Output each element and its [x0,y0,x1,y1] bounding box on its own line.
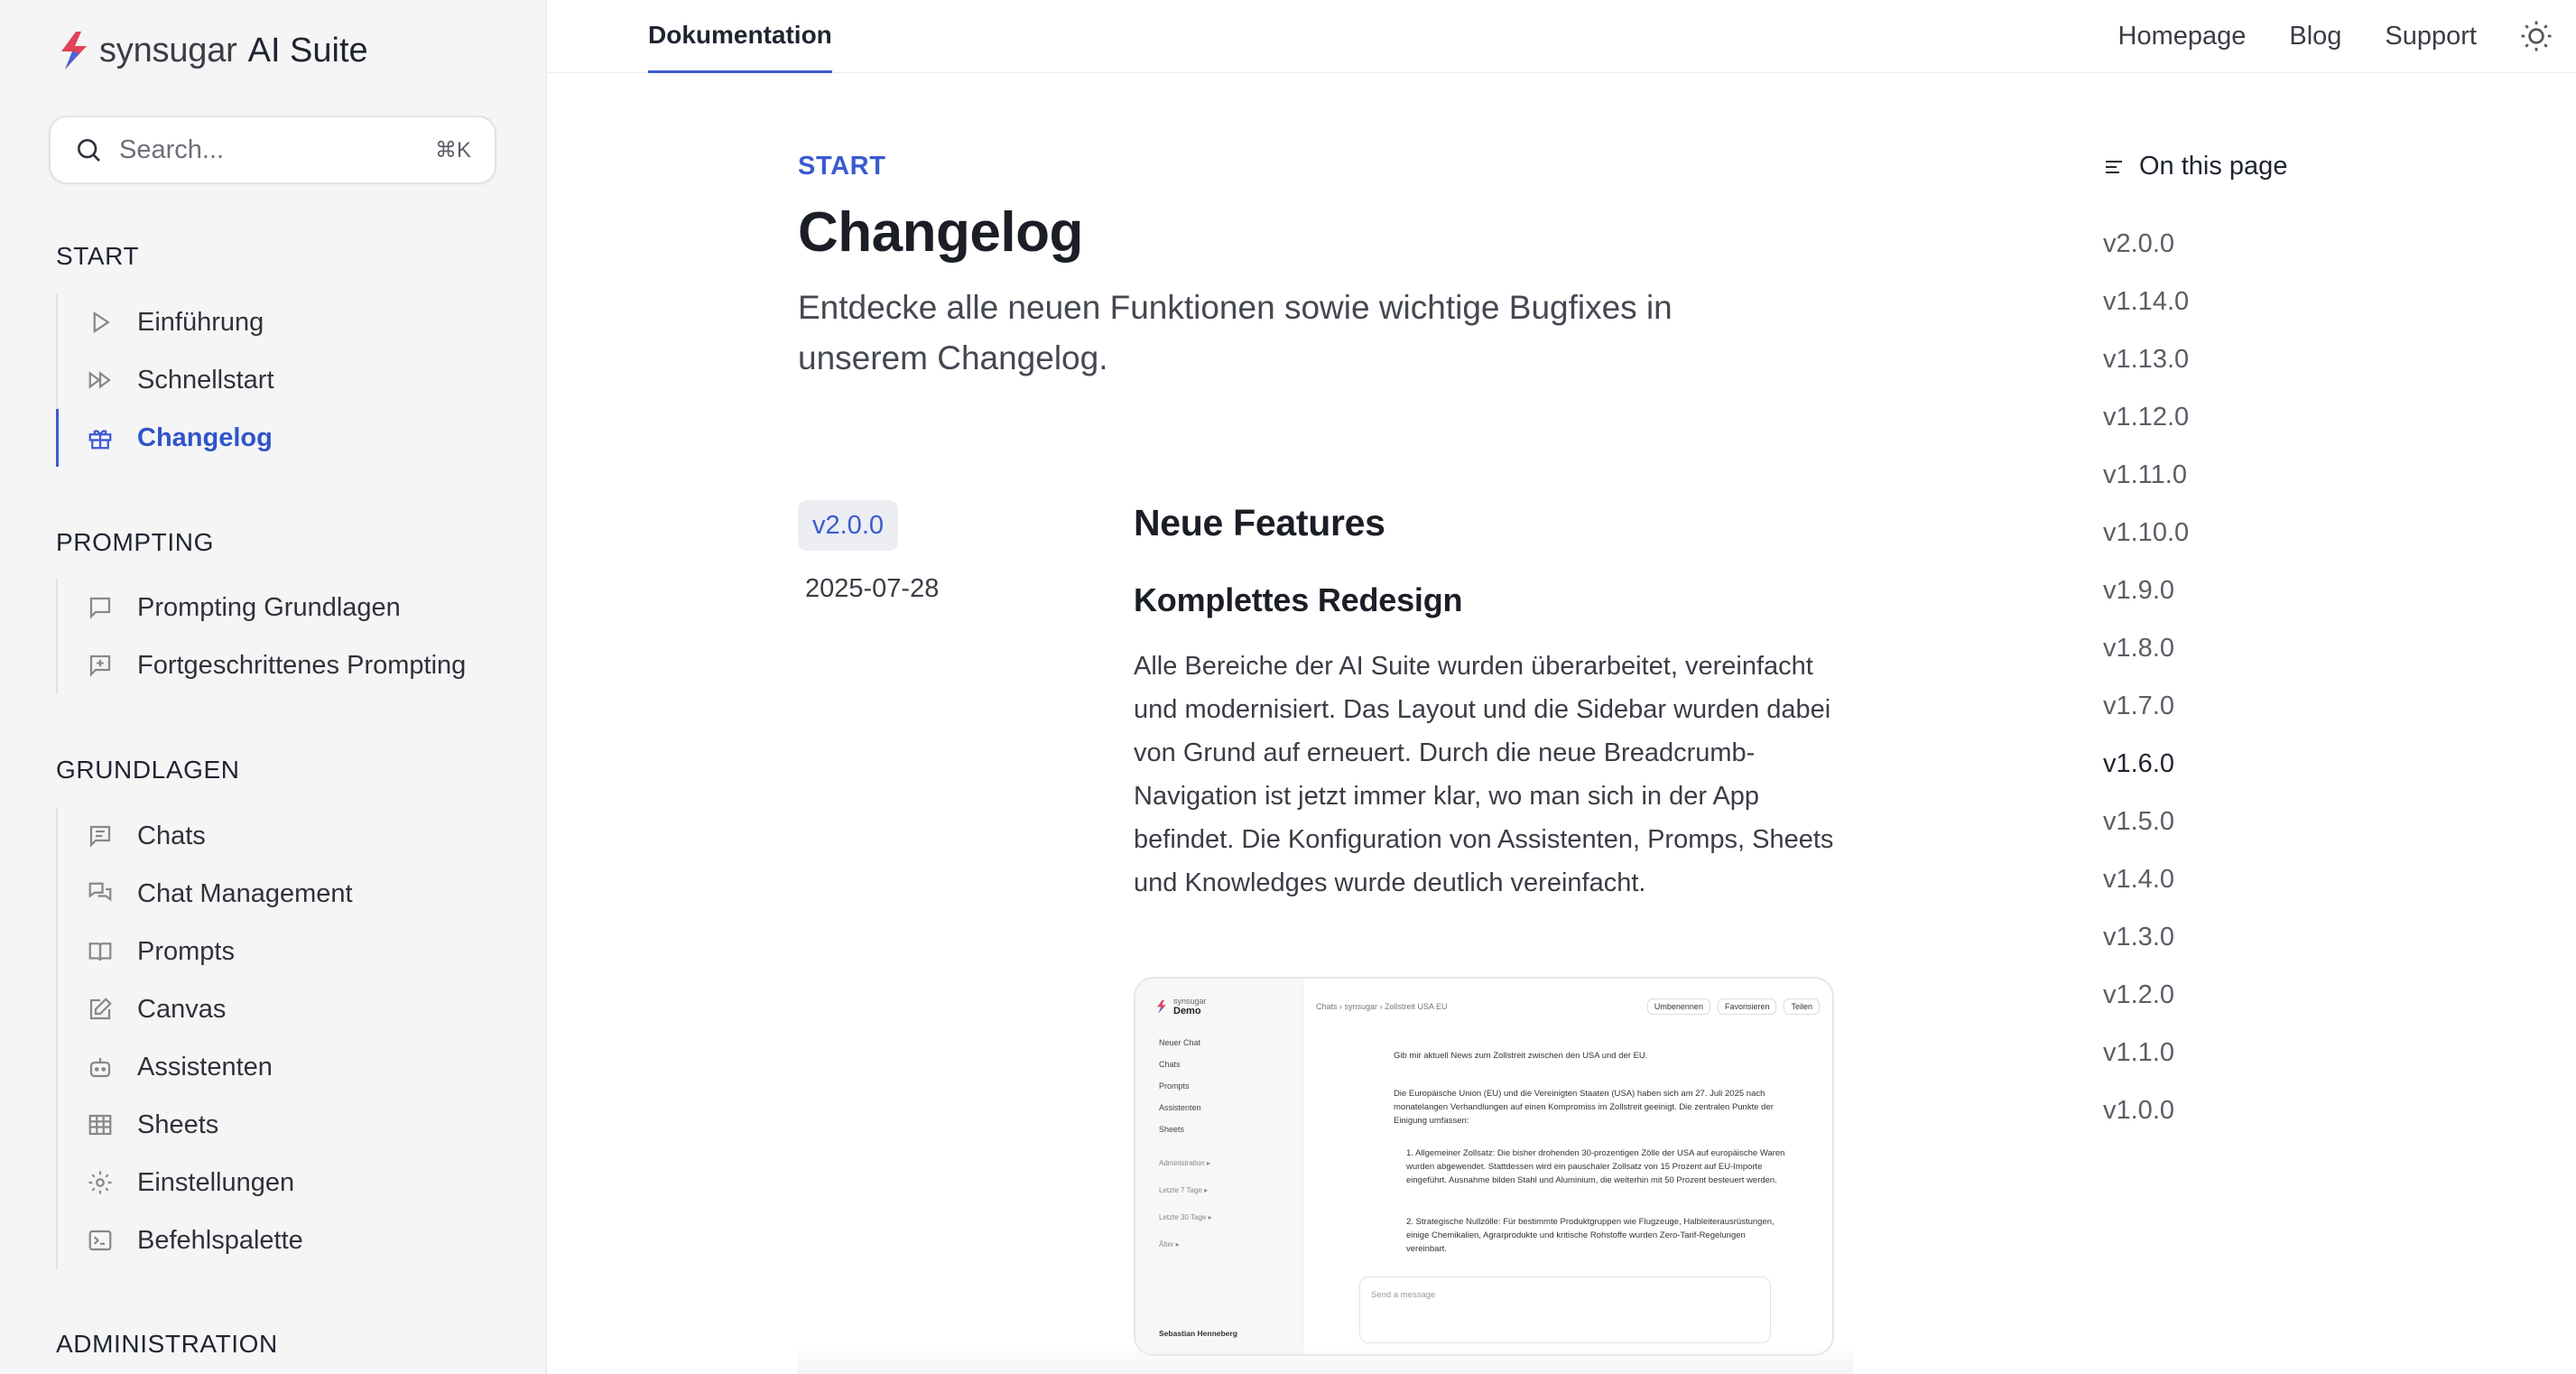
gift-icon [87,424,114,451]
top-links [2118,0,2478,73]
sidebar-item-sheets[interactable] [58,1096,507,1154]
nav-group-grundlagen [56,807,507,1269]
fast-forward-icon [87,367,114,394]
sidebar-item-label: Einstellungen [137,1167,295,1197]
search-shortcut: ⌘K [434,137,471,162]
sidebar-item-label: Einführung [137,307,264,337]
sidebar-item-einstellungen[interactable] [58,1154,507,1212]
shot-point-1: 1. Allgemeiner Zollsatz: Die bisher drohenden 30-prozentigen Zölle der USA auf europäische Waren wurden abgewendet. Stattdessen wird ein pauschaler Zollsatz von 15 Prozent auf EU-Importe eingeführt. Ausnahme bilden Stahl und Aluminium, die weiterhin mit 50 Prozent besteuert werden. [1406,1148,1785,1185]
bot-icon [87,1054,114,1081]
shot-share-button: Teilen [1784,998,1820,1015]
message-square-icon [87,594,114,621]
sidebar-item-label: Chats [137,821,206,850]
toc-item[interactable]: v2.0.0 [2103,228,2174,258]
message-plus-icon [87,652,114,679]
shot-muted-item: Älter ▸ [1159,1240,1180,1249]
version-badge: v2.0.0 [798,500,898,551]
shot-nav-item: Chats [1159,1060,1181,1069]
brand-suite: AI Suite [247,31,368,70]
shot-app-name: synsugar [1173,997,1207,1006]
shot-input-placeholder: Send a message [1371,1290,1436,1300]
shot-sidebar [1135,979,1303,1354]
brand-word: synsugar [99,31,237,70]
section-start-title: START [56,242,140,270]
sidebar-item-canvas[interactable] [58,980,507,1038]
sidebar-item-label: Changelog [137,422,273,452]
sidebar-item-label: Chat Management [137,878,353,908]
sidebar-item-chats[interactable] [58,807,507,865]
content-fade [798,1345,1854,1374]
sidebar-item-label: Prompts [137,936,235,966]
toc-item[interactable]: v1.12.0 [2103,402,2190,432]
sun-icon[interactable] [2516,16,2556,56]
sidebar-item-label: Befehlspalette [137,1225,303,1255]
section-grundlagen-title: GRUNDLAGEN [56,756,240,784]
synsugar-logo-icon [1155,999,1168,1014]
section-prompting-title: PROMPTING [56,528,214,556]
shot-nav-item: Prompts [1159,1082,1190,1091]
table-icon [87,1111,114,1138]
shot-muted-item: Administration ▸ [1159,1159,1210,1167]
sidebar-item-chat-management[interactable] [58,865,507,923]
link-blog[interactable]: Blog [2289,22,2342,51]
shot-logo [1155,997,1207,1017]
page-kicker: START [798,152,886,181]
terminal-icon [87,1227,114,1254]
shot-user: Sebastian Henneberg [1159,1329,1237,1338]
top-header [548,0,2576,73]
section-administration-title: ADMINISTRATION [56,1330,278,1358]
toc-item[interactable]: v1.0.0 [2103,1095,2174,1125]
toc-item[interactable]: v1.13.0 [2103,344,2190,374]
sidebar-item-label: Schnellstart [137,365,274,395]
toc-list [2103,215,2374,1139]
sidebar-item-label: Assistenten [137,1052,273,1082]
sidebar-item-assistenten[interactable] [58,1038,507,1096]
sidebar-item-einfuehrung[interactable] [58,293,507,351]
tab-dokumentation[interactable]: Dokumentation [648,0,832,73]
sidebar-item-prompting-grundlagen[interactable] [58,579,507,636]
edit-icon [87,996,114,1023]
shot-ai-message: Die Europäische Union (EU) und die Vereinigten Staaten (USA) haben sich am 27. Juli 2025 nach monatelangen Verhandlungen auf einen Kompromiss im Zollstreit geeinigt. Die zentralen Punkte der Einigung umfassen: [1394,1089,1774,1126]
toc-heading-label: On this page [2139,152,2288,181]
sidebar-item-fortgeschrittenes-prompting[interactable] [58,636,507,694]
toc-item[interactable]: v1.10.0 [2103,517,2190,547]
sidebar [0,0,547,1374]
toc-item[interactable]: v1.3.0 [2103,922,2174,952]
shot-muted-item: Letzte 30 Tage ▸ [1159,1213,1212,1221]
toc-item[interactable]: v1.2.0 [2103,979,2174,1009]
subsection-heading: Komplettes Redesign [1134,581,1463,618]
sidebar-item-label: Prompting Grundlagen [137,592,401,622]
synsugar-logo-icon [56,30,92,71]
toc-item[interactable]: v1.4.0 [2103,864,2174,894]
sidebar-item-label: Fortgeschrittenes Prompting [137,650,467,680]
toc-item[interactable]: v1.6.0 [2103,748,2174,778]
brand-logo[interactable] [56,27,368,74]
play-icon [87,309,114,336]
toc-item[interactable]: v1.7.0 [2103,691,2174,720]
shot-point-2: 2. Strategische Nullzölle: Für bestimmte Produktgruppen wie Flugzeuge, Halbleiterausrüstungen, einige Chemikalien, Agrarprodukte und kritische Rohstoffe wurden Zero-Tarif-Regelungen vereinbart. [1406,1217,1774,1254]
toc-item[interactable]: v1.8.0 [2103,633,2174,663]
search-box[interactable] [49,116,496,184]
toc-item[interactable]: v1.1.0 [2103,1037,2174,1067]
link-homepage[interactable]: Homepage [2117,22,2247,51]
shot-app-sub: Demo [1173,1006,1201,1017]
page-subtitle: Entdecke alle neuen Funktionen sowie wichtige Bugfixes in unserem Changelog. [798,289,1673,376]
messages-icon [87,880,114,907]
page-title: Changelog [798,201,1083,264]
version-date: 2025-07-28 [805,574,940,603]
toc-item[interactable]: v1.9.0 [2103,575,2174,605]
shot-nav-item: Sheets [1159,1125,1185,1134]
search-icon [74,135,103,164]
list-icon [2103,156,2125,178]
nav-group-prompting [56,579,507,694]
shot-nav-item: Neuer Chat [1159,1038,1201,1047]
entry-body: Alle Bereiche der AI Suite wurden überarbeitet, vereinfacht und modernisiert. Das Layout und die Sidebar wurden dabei von Grund auf erneuert. Durch die neue Breadcrumb-Navigation ist jetzt immer klar, wo man sich in der App befindet. Die Konfiguration von Assistenten, Promps, Sheets und Knowledges wurde deutlich vereinfacht. [1134,652,1834,897]
shot-user-message: Gib mir aktuell News zum Zollstreit zwischen den USA und der EU. [1394,1051,1648,1061]
redesign-screenshot[interactable] [1134,977,1834,1356]
message-text-icon [87,822,114,849]
toc-item[interactable]: v1.14.0 [2103,286,2190,316]
nav-group-start [56,293,507,467]
shot-rename-button: Umbenennen [1647,998,1710,1015]
gear-icon [87,1169,114,1196]
shot-muted-item: Letzte 7 Tage ▸ [1159,1186,1209,1194]
sidebar-item-befehlspalette[interactable] [58,1212,507,1269]
sidebar-item-prompts[interactable] [58,923,507,980]
sidebar-item-label: Canvas [137,994,227,1024]
sidebar-item-changelog[interactable] [58,409,507,467]
shot-favorite-button: Favorisieren [1718,998,1777,1015]
shot-topbar [1316,997,1820,1017]
search-placeholder: Search... [119,135,225,164]
toc-item[interactable]: v1.5.0 [2103,806,2174,836]
link-support[interactable]: Support [2385,22,2477,51]
book-open-icon [87,938,114,965]
section-heading: Neue Features [1134,502,1385,543]
shot-breadcrumb: Chats › synsugar › Zollstreit USA EU [1316,1002,1448,1011]
sidebar-item-label: Sheets [137,1109,219,1139]
shot-nav-item: Assistenten [1159,1103,1201,1112]
sidebar-item-schnellstart[interactable] [58,351,507,409]
shot-input [1359,1277,1771,1343]
toc-heading [2103,152,2287,181]
toc-item[interactable]: v1.11.0 [2103,460,2187,489]
